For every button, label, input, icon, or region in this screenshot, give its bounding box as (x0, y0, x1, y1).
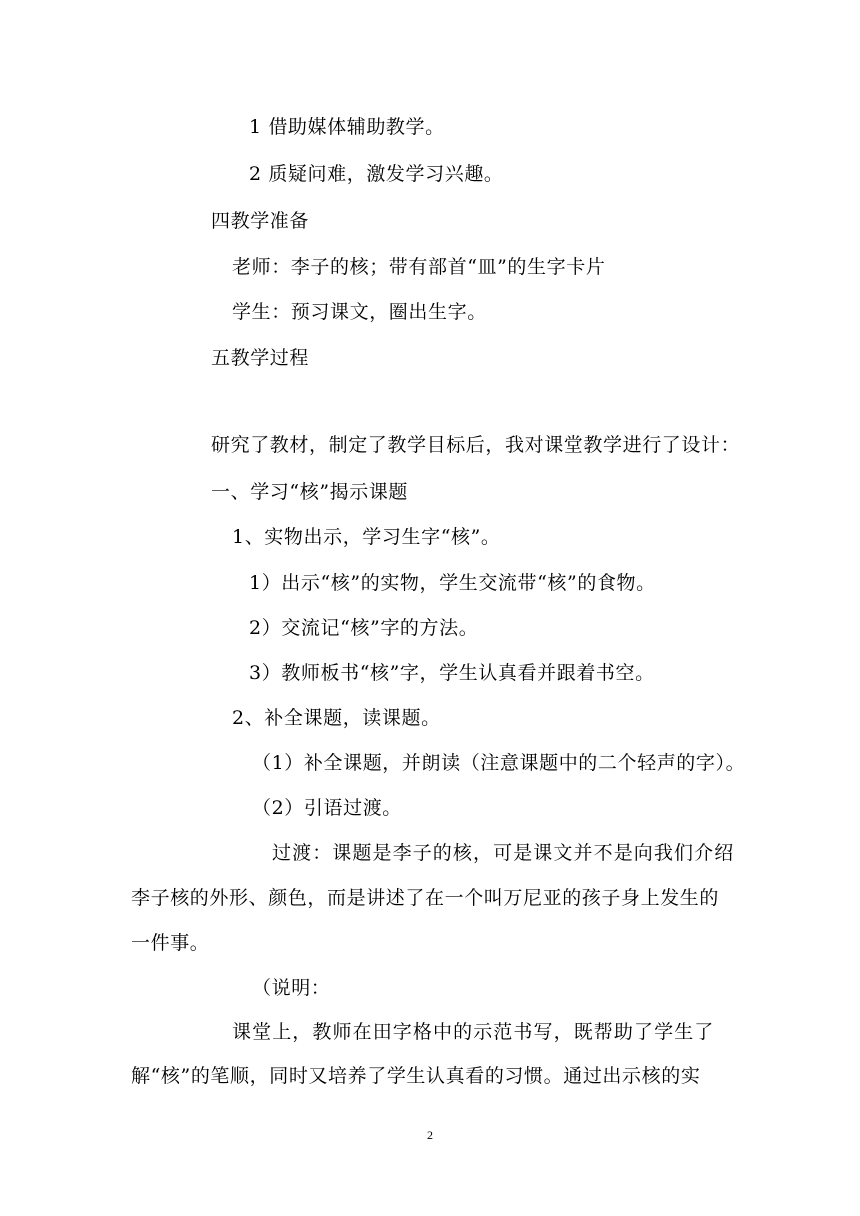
step-2-item: 2、补全课题，读课题。 (232, 707, 441, 729)
substep-1: 1）出示“核”的实物，学生交流带“核”的食物。 (249, 572, 656, 594)
transition-paragraph-line-3: 一件事。 (131, 932, 210, 954)
method-item-2: 2 质疑问难，激发学习兴趣。 (249, 163, 504, 185)
design-intro: 研究了教材，制定了教学目标后，我对课堂教学进行了设计： (211, 434, 741, 456)
transition-paragraph-line-2: 李子核的外形、颜色，而是讲述了在一个叫万尼亚的孩子身上发生的 (131, 887, 720, 909)
substep-2: 2）交流记“核”字的方法。 (249, 617, 479, 639)
transition-paragraph-line-1: 过渡：课题是李子的核，可是课文并不是向我们介绍 (272, 842, 735, 864)
note-paragraph-line-1: 课堂上，教师在田字格中的示范书写，既帮助了学生了 (232, 1021, 715, 1043)
method-item-1: 1 借助媒体辅助教学。 (249, 116, 445, 138)
substep-3: 3）教师板书“核”字，学生认真看并跟着书空。 (249, 662, 655, 684)
page-number: 2 (427, 1128, 433, 1142)
note-paragraph-line-2: 解“核”的笔顺，同时又培养了学生认真看的习惯。通过出示核的实 (131, 1065, 701, 1087)
teacher-preparation: 老师：李子的核；带有部首“皿”的生字卡片 (232, 256, 606, 278)
step-1-item: 1、实物出示，学习生字“核”。 (232, 526, 501, 548)
step-one-heading: 一、学习“核”揭示课题 (211, 481, 409, 503)
student-preparation: 学生：预习课文，圈出生字。 (232, 301, 487, 323)
section-heading-process: 五教学过程 (211, 347, 310, 369)
section-heading-preparation: 四教学准备 (211, 210, 310, 232)
substep-read-title: （1）补全课题，并朗读（注意课题中的二个轻声的字）。 (252, 752, 746, 774)
substep-transition: （2）引语过渡。 (252, 797, 402, 819)
note-label: （说明： (252, 977, 331, 999)
